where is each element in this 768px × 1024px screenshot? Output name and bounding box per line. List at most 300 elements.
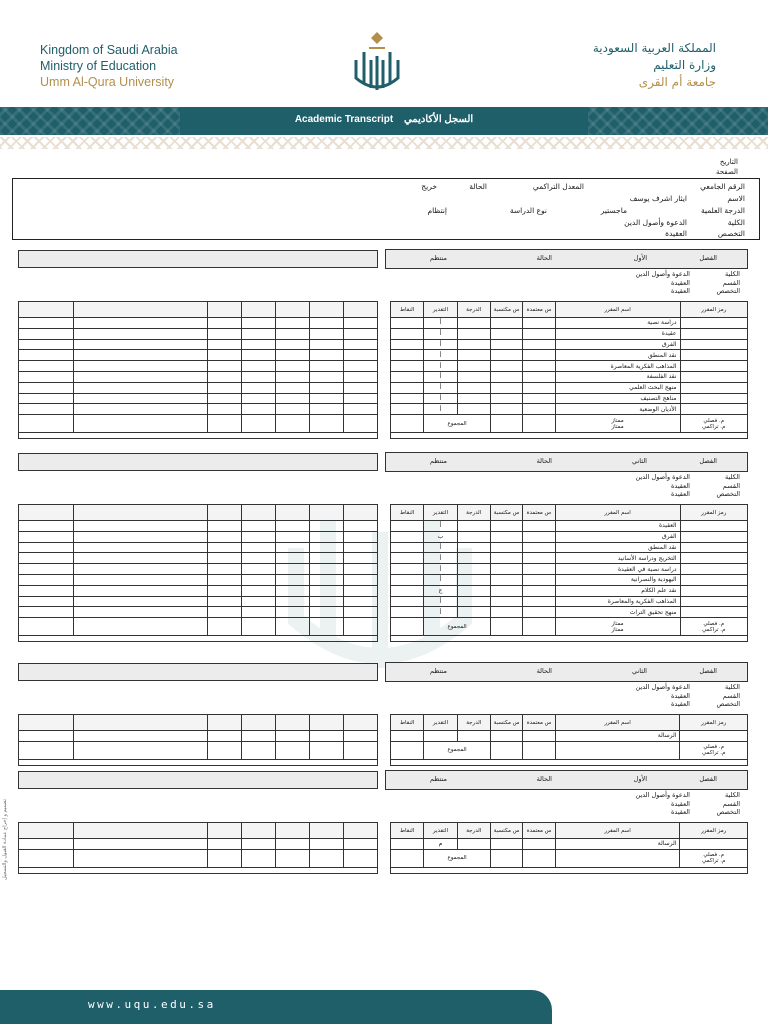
semester-college-value: الدعوة وأصول الدين xyxy=(635,270,690,278)
course-name: العقيدة xyxy=(555,521,680,532)
summary-row xyxy=(391,618,748,636)
column-header: اسم المقرر xyxy=(555,823,680,839)
semester-term: الأول xyxy=(633,254,647,262)
course-cell xyxy=(680,393,748,404)
course-cell xyxy=(391,574,424,585)
blank-cell xyxy=(242,371,276,382)
blank-cell xyxy=(242,564,276,575)
course-rating: أ xyxy=(424,596,457,607)
blank-cell xyxy=(19,839,74,850)
course-cell xyxy=(457,339,490,350)
table-row xyxy=(391,350,748,361)
semester-rating: ممتاز xyxy=(611,620,624,627)
blank-cell xyxy=(344,339,378,350)
semester-dept-label: القسم xyxy=(722,481,740,490)
course-rating: أ xyxy=(424,361,457,372)
column-header: التقدير xyxy=(424,715,457,731)
semester-label: الفصل xyxy=(699,457,717,465)
course-cell xyxy=(457,361,490,372)
semester-label: الفصل xyxy=(699,775,717,783)
course-rating: ج xyxy=(424,585,457,596)
blank-cell xyxy=(242,382,276,393)
column-header: النقاط xyxy=(391,505,424,521)
blank-cell xyxy=(344,521,378,532)
student-info-box xyxy=(12,178,760,240)
semester-status-label: الحالة xyxy=(536,457,552,465)
blank-cell xyxy=(73,839,208,850)
summary-ratings xyxy=(555,415,680,433)
cumulative-gpa-label: م. تراكمي xyxy=(702,626,726,633)
course-cell xyxy=(391,542,424,553)
course-cell xyxy=(457,553,490,564)
blank-cell xyxy=(310,741,344,759)
semester-status-value: منتظم xyxy=(429,457,447,465)
blank-cell xyxy=(19,585,74,596)
blank-cell xyxy=(19,433,378,439)
semester-status-label: الحالة xyxy=(536,775,552,783)
spacer-cell xyxy=(391,433,748,439)
blank-cell xyxy=(310,404,344,415)
blank-header-cell xyxy=(73,823,208,839)
blank-header-cell xyxy=(344,505,378,521)
blank-cell xyxy=(208,542,242,553)
course-cell xyxy=(457,585,490,596)
blank-cell xyxy=(73,574,208,585)
summary-row xyxy=(391,415,748,433)
table-row xyxy=(391,564,748,575)
blank-row xyxy=(19,542,378,553)
blank-cell xyxy=(208,521,242,532)
blank-cell xyxy=(208,596,242,607)
blank-row xyxy=(19,741,378,759)
course-rating: أ xyxy=(424,328,457,339)
semester-college-label: الكلية xyxy=(725,683,740,691)
blank-cell xyxy=(19,574,74,585)
blank-cell xyxy=(19,328,74,339)
blank-cell xyxy=(310,585,344,596)
blank-cell xyxy=(73,849,208,867)
course-rating: أ xyxy=(424,574,457,585)
blank-cell xyxy=(208,731,242,742)
course-rating: أ xyxy=(424,318,457,329)
blank-cell xyxy=(276,371,310,382)
blank-cell xyxy=(242,328,276,339)
ministry-label: Ministry of Education xyxy=(40,59,157,73)
blank-header-cell xyxy=(73,715,208,731)
blank-cell xyxy=(73,741,208,759)
course-cell xyxy=(680,361,748,372)
blank-row xyxy=(19,371,378,382)
course-cell xyxy=(391,350,424,361)
course-cell xyxy=(490,607,522,618)
blank-cell xyxy=(73,382,208,393)
summary-cell xyxy=(490,849,522,867)
column-header: س مكتسبة xyxy=(490,715,522,731)
blank-header-cell xyxy=(73,302,208,318)
course-cell xyxy=(523,574,555,585)
column-header: الدرجة xyxy=(457,505,490,521)
course-cell xyxy=(490,350,522,361)
course-rating: أ xyxy=(424,607,457,618)
course-cell xyxy=(391,596,424,607)
course-name: التخريج ودراسة الأسانيد xyxy=(555,553,680,564)
blank-cell xyxy=(242,542,276,553)
spacer-cell xyxy=(391,759,748,765)
study-type-label: نوع الدراسة xyxy=(509,206,547,215)
summary-row xyxy=(391,741,748,759)
table-row xyxy=(391,839,748,850)
blank-cell xyxy=(310,318,344,329)
total-label: المجموع xyxy=(424,741,491,759)
column-header: النقاط xyxy=(391,823,424,839)
spacer-cell xyxy=(391,636,748,642)
course-name: نقد الفلسفة xyxy=(555,371,680,382)
course-name: عقيدة xyxy=(555,328,680,339)
course-cell xyxy=(457,318,490,329)
table-row xyxy=(391,404,748,415)
blank-cell xyxy=(276,393,310,404)
table-row xyxy=(391,318,748,329)
column-header: س مكتسبة xyxy=(490,823,522,839)
course-cell xyxy=(391,521,424,532)
blank-cell xyxy=(19,350,74,361)
column-header: الدرجة xyxy=(457,715,490,731)
semester-major-value: العقيدة xyxy=(671,490,690,498)
blank-cell xyxy=(310,618,344,636)
blank-cell xyxy=(208,328,242,339)
blank-cell xyxy=(242,574,276,585)
course-cell xyxy=(490,542,522,553)
blank-header-cell xyxy=(19,715,74,731)
semester-college-value: الدعوة وأصول الدين xyxy=(635,683,690,691)
course-name: نقد المنطق xyxy=(555,542,680,553)
course-cell xyxy=(391,339,424,350)
spacer-row xyxy=(391,759,748,765)
kingdom-label-ar: المملكة العربية السعودية xyxy=(592,41,716,55)
blank-cell xyxy=(19,521,74,532)
blank-cell xyxy=(242,618,276,636)
course-cell xyxy=(490,328,522,339)
blank-cell xyxy=(276,564,310,575)
blank-header-cell xyxy=(344,302,378,318)
course-name: دراسة نصية xyxy=(555,318,680,329)
column-header: س معتمدة xyxy=(523,715,555,731)
course-cell xyxy=(680,731,748,742)
blank-cell xyxy=(19,393,74,404)
blank-cell xyxy=(242,553,276,564)
total-label: المجموع xyxy=(424,849,491,867)
course-rating: أ xyxy=(424,542,457,553)
blank-cell xyxy=(242,415,276,433)
ministry-label-ar: وزارة التعليم xyxy=(653,58,716,72)
semester-college-value: الدعوة وأصول الدين xyxy=(635,473,690,481)
side-note: تصميم و إخراج عمادة القبول والتسجيل xyxy=(2,799,8,880)
blank-cell xyxy=(73,318,208,329)
blank-cell xyxy=(242,849,276,867)
course-cell xyxy=(680,553,747,564)
blank-cell xyxy=(276,350,310,361)
semester-header xyxy=(385,249,748,269)
table-row xyxy=(391,574,748,585)
course-name: المذاهب الفكرية المعاصرة xyxy=(555,361,680,372)
course-cell xyxy=(680,585,747,596)
blank-header-cell xyxy=(208,505,242,521)
course-rating xyxy=(424,731,457,742)
semester-status-label: الحالة xyxy=(536,667,552,675)
name-label: الاسم xyxy=(727,194,745,203)
course-cell xyxy=(391,361,424,372)
table-row xyxy=(391,731,748,742)
course-cell xyxy=(523,585,555,596)
blank-cell xyxy=(344,542,378,553)
blank-row xyxy=(19,618,378,636)
blank-grid-table xyxy=(18,714,378,766)
blank-cell xyxy=(19,404,74,415)
course-cell xyxy=(490,564,522,575)
blank-cell xyxy=(73,564,208,575)
blank-cell xyxy=(276,361,310,372)
course-cell xyxy=(680,404,748,415)
blank-row xyxy=(19,585,378,596)
blank-cell xyxy=(310,415,344,433)
blank-cell xyxy=(19,382,74,393)
blank-cell xyxy=(73,371,208,382)
course-cell xyxy=(490,731,522,742)
table-row xyxy=(391,607,748,618)
university-label-ar: جامعة أم القرى xyxy=(638,75,716,89)
blank-cell xyxy=(344,328,378,339)
table-row xyxy=(391,585,748,596)
blank-cell xyxy=(242,361,276,372)
blank-cell xyxy=(276,574,310,585)
course-cell xyxy=(391,318,424,329)
blank-cell xyxy=(19,415,74,433)
blank-cell xyxy=(344,731,378,742)
blank-cell xyxy=(310,553,344,564)
column-header: اسم المقرر xyxy=(555,302,680,318)
column-header: التقدير xyxy=(424,823,457,839)
semester-major-label: التخصص xyxy=(716,808,740,816)
blank-cell xyxy=(310,371,344,382)
blank-cell xyxy=(19,731,74,742)
blank-cell xyxy=(276,741,310,759)
blank-cell xyxy=(310,382,344,393)
blank-cell xyxy=(344,618,378,636)
semester-term: الأول xyxy=(633,775,647,783)
course-cell xyxy=(680,542,747,553)
course-cell xyxy=(680,318,748,329)
blank-cell xyxy=(310,328,344,339)
summary-gpa-labels xyxy=(680,741,748,759)
blank-row xyxy=(19,636,378,642)
blank-cell xyxy=(208,415,242,433)
course-cell xyxy=(680,371,748,382)
semester-gpa-label: م. فصلي xyxy=(703,417,725,424)
summary-cell xyxy=(391,415,424,433)
blank-cell xyxy=(208,553,242,564)
course-cell xyxy=(391,731,424,742)
blank-cell xyxy=(19,553,74,564)
blank-cell xyxy=(344,564,378,575)
summary-cell xyxy=(523,741,555,759)
blank-row xyxy=(19,339,378,350)
semester-dept-value: العقيدة xyxy=(671,799,690,808)
university-logo-icon xyxy=(352,30,402,96)
blank-cell xyxy=(242,318,276,329)
blank-cell xyxy=(242,731,276,742)
table-row xyxy=(391,393,748,404)
course-name: الرسالة xyxy=(555,839,680,850)
course-cell xyxy=(680,531,747,542)
blank-cell xyxy=(208,741,242,759)
blank-cell xyxy=(19,339,74,350)
course-cell xyxy=(457,371,490,382)
course-cell xyxy=(523,350,555,361)
semester-gpa-label: م. فصلي xyxy=(703,620,725,627)
blank-cell xyxy=(208,350,242,361)
blank-cell xyxy=(310,521,344,532)
total-label: المجموع xyxy=(424,618,491,636)
course-cell xyxy=(457,328,490,339)
blank-cell xyxy=(276,618,310,636)
course-name: الفرق xyxy=(555,339,680,350)
course-cell xyxy=(680,521,747,532)
blank-grid-table xyxy=(18,301,378,439)
column-header: س معتمدة xyxy=(523,302,555,318)
blank-cell xyxy=(276,731,310,742)
course-rating: أ xyxy=(424,564,457,575)
course-cell xyxy=(457,574,490,585)
blank-header-cell xyxy=(276,505,310,521)
semester-header xyxy=(385,452,748,472)
summary-cell xyxy=(490,415,522,433)
blank-cell xyxy=(276,521,310,532)
blank-cell xyxy=(344,404,378,415)
blank-row xyxy=(19,382,378,393)
blank-cell xyxy=(276,531,310,542)
cumulative-gpa-label: م. تراكمي xyxy=(702,750,726,757)
course-cell xyxy=(523,596,555,607)
course-cell xyxy=(490,553,522,564)
course-cell xyxy=(391,839,424,850)
blank-cell xyxy=(73,328,208,339)
table-row xyxy=(391,521,748,532)
cumulative-rating: ممتاز xyxy=(611,626,624,633)
blank-cell xyxy=(208,849,242,867)
semester-major-label: التخصص xyxy=(716,490,740,498)
blank-cell xyxy=(73,618,208,636)
gpa-label: المعدل التراكمي xyxy=(532,182,584,191)
blank-cell xyxy=(344,607,378,618)
blank-cell xyxy=(208,361,242,372)
blank-row xyxy=(19,361,378,372)
table-row xyxy=(391,382,748,393)
blank-cell xyxy=(344,371,378,382)
semester-gpa-label: م. فصلي xyxy=(703,744,725,751)
blank-cell xyxy=(310,849,344,867)
table-row xyxy=(391,328,748,339)
column-header: رمز المقرر xyxy=(680,505,747,521)
course-name: الرسالة xyxy=(555,731,680,742)
cumulative-rating: ممتاز xyxy=(611,423,624,430)
blank-header-cell xyxy=(208,302,242,318)
course-cell xyxy=(457,531,490,542)
blank-cell xyxy=(344,553,378,564)
semester-left-bar xyxy=(18,250,378,268)
column-header: رمز المقرر xyxy=(680,302,748,318)
blank-row xyxy=(19,731,378,742)
course-cell xyxy=(391,607,424,618)
semester-college-label: الكلية xyxy=(725,270,740,278)
course-cell xyxy=(457,607,490,618)
course-cell xyxy=(523,318,555,329)
table-row xyxy=(391,339,748,350)
course-rating: أ xyxy=(424,521,457,532)
blank-cell xyxy=(276,339,310,350)
blank-cell xyxy=(73,553,208,564)
course-cell xyxy=(457,382,490,393)
spacer-row xyxy=(391,433,748,439)
blank-cell xyxy=(242,404,276,415)
blank-cell xyxy=(242,521,276,532)
column-header: س مكتسبة xyxy=(490,302,522,318)
blank-cell xyxy=(73,521,208,532)
blank-cell xyxy=(19,636,378,642)
blank-grid-table xyxy=(18,504,378,642)
title-band xyxy=(0,107,768,135)
blank-header-cell xyxy=(242,505,276,521)
blank-cell xyxy=(344,574,378,585)
course-cell xyxy=(457,350,490,361)
course-cell xyxy=(680,839,748,850)
blank-header-cell xyxy=(19,302,74,318)
course-cell xyxy=(457,564,490,575)
blank-cell xyxy=(344,839,378,850)
blank-row xyxy=(19,328,378,339)
column-header: الدرجة xyxy=(457,302,490,318)
course-cell xyxy=(523,531,555,542)
blank-cell xyxy=(242,607,276,618)
blank-cell xyxy=(208,339,242,350)
blank-header-cell xyxy=(276,715,310,731)
summary-cell xyxy=(391,741,424,759)
blank-cell xyxy=(344,531,378,542)
blank-cell xyxy=(73,361,208,372)
semester-dept-label: القسم xyxy=(722,691,740,700)
blank-header-cell xyxy=(242,302,276,318)
summary-ratings xyxy=(555,849,680,867)
blank-cell xyxy=(208,393,242,404)
blank-cell xyxy=(208,404,242,415)
blank-cell xyxy=(73,415,208,433)
course-rating: أ xyxy=(424,339,457,350)
course-rating: م xyxy=(424,839,457,850)
semester-dept-value: العقيدة xyxy=(671,691,690,700)
semester-major-label: التخصص xyxy=(716,700,740,708)
footer-band xyxy=(0,990,552,1024)
course-cell xyxy=(680,350,748,361)
course-cell xyxy=(523,839,555,850)
semester-header xyxy=(385,770,748,790)
major-label: التخصص xyxy=(717,229,745,238)
column-header: رمز المقرر xyxy=(680,715,748,731)
semester-major-label: التخصص xyxy=(716,287,740,295)
course-cell xyxy=(457,731,490,742)
blank-cell xyxy=(19,741,74,759)
blank-header-cell xyxy=(242,715,276,731)
blank-cell xyxy=(310,839,344,850)
blank-header-cell xyxy=(310,505,344,521)
